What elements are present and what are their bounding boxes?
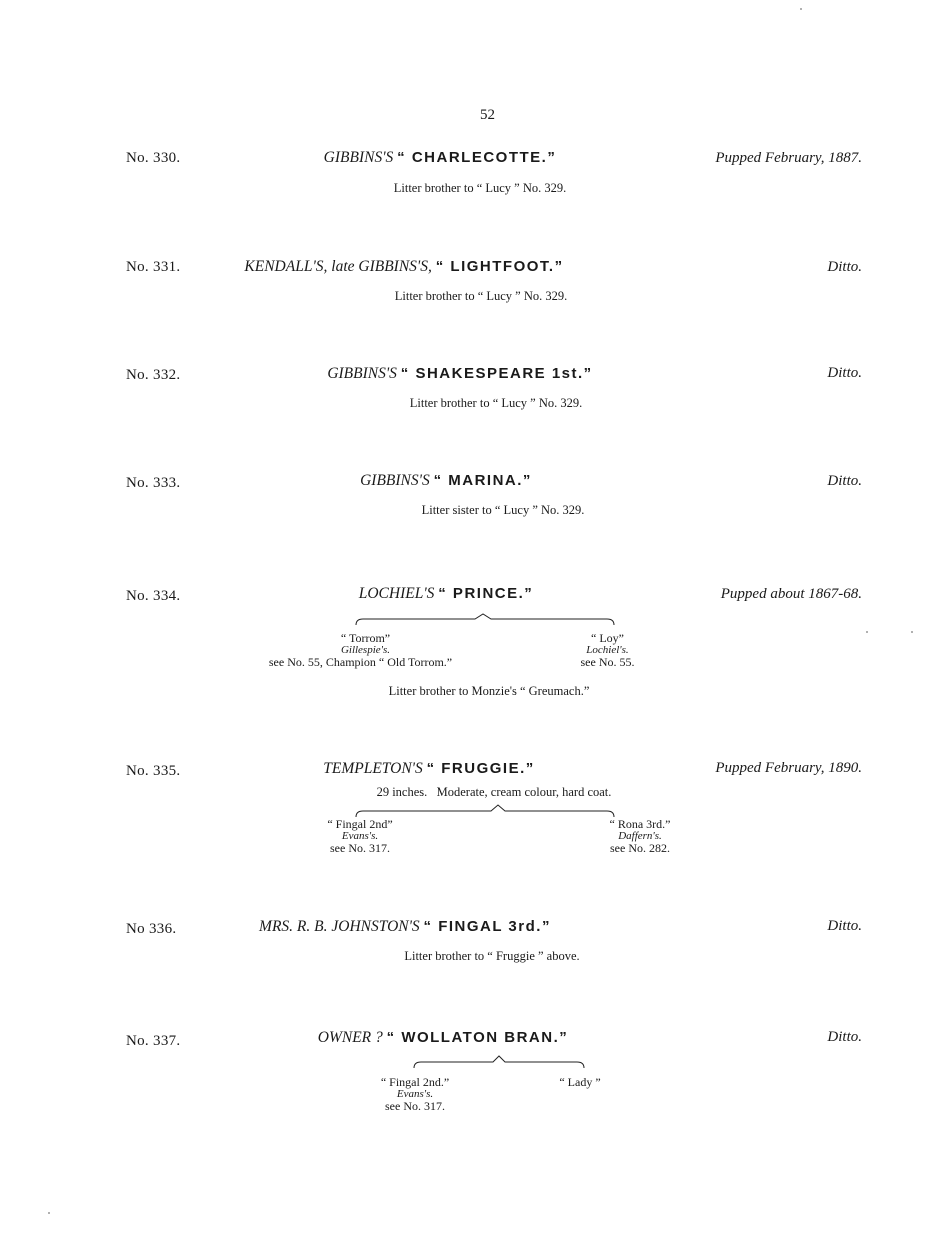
pupped-date: Pupped February, 1890.: [715, 760, 862, 776]
pedigree-dam: [590, 818, 690, 854]
pupped-date: Ditto.: [827, 259, 862, 275]
entry-title: [327, 365, 592, 383]
entry-title: [244, 258, 563, 276]
dog-name: “ PRINCE.”: [438, 585, 534, 602]
entry-title: [324, 149, 557, 167]
dam-reference: see No. 282.: [610, 841, 670, 855]
dam-name: “ Loy”: [591, 631, 624, 645]
dog-name: “ WOLLATON BRAN.”: [386, 1029, 569, 1046]
litter-note: Litter brother to “ Lucy ” No. 329.: [393, 181, 567, 195]
owner-name: KENDALL'S, late GIBBINS'S,: [244, 258, 432, 275]
pupped-date: Ditto.: [827, 918, 862, 934]
sire-name: “ Fingal 2nd”: [327, 817, 393, 831]
entry-number: No 336.: [126, 921, 177, 937]
dam-reference: see No. 55.: [580, 655, 635, 669]
sire-breeder: Evans's.: [341, 830, 379, 842]
dam-breeder: Lochiel's.: [586, 644, 629, 656]
sire-reference: see No. 55, Champion “ Old Torrom.”: [268, 655, 453, 669]
entry-number: No. 330.: [126, 150, 181, 166]
entry-title: [323, 760, 535, 778]
entry-number: No. 332.: [126, 367, 181, 383]
dog-name: “ FINGAL 3rd.”: [423, 918, 551, 935]
scan-speck: [911, 631, 913, 633]
pupped-date: Ditto.: [827, 365, 862, 381]
dam-breeder: Daffern's.: [618, 830, 662, 842]
pedigree-brace: [355, 613, 615, 633]
sire-name: “ Fingal 2nd.”: [380, 1075, 450, 1089]
entry-number: No. 335.: [126, 763, 181, 779]
dog-name: “ MARINA.”: [433, 472, 532, 489]
pedigree-dam: [545, 1076, 615, 1088]
litter-note: Litter brother to “ Fruggie ” above.: [404, 949, 580, 963]
dog-name: “ CHARLECOTTE.”: [397, 149, 557, 166]
owner-name: MRS. R. B. JOHNSTON'S: [259, 918, 420, 935]
litter-note: Litter brother to Monzie's “ Greumach.”: [388, 684, 590, 698]
entry-title: [259, 918, 551, 936]
sire-reference: see No. 317.: [385, 1099, 445, 1113]
sire-breeder: Gillespie's.: [340, 644, 391, 656]
sire-name: “ Torrom”: [340, 631, 391, 645]
scan-speck: [866, 631, 868, 633]
owner-name: GIBBINS'S: [323, 149, 394, 166]
pupped-date: Ditto.: [827, 473, 862, 489]
page-number: 52: [480, 107, 495, 123]
pedigree-sire: [248, 632, 473, 668]
entry-title: [318, 1029, 568, 1047]
entry-title: [360, 472, 532, 490]
dam-name: “ Rona 3rd.”: [609, 817, 671, 831]
pupped-date: Pupped February, 1887.: [715, 150, 862, 166]
litter-note: Litter brother to “ Lucy ” No. 329.: [409, 396, 583, 410]
entry-number: No. 333.: [126, 475, 181, 491]
entry-number: No. 334.: [126, 588, 181, 604]
sire-reference: see No. 317.: [330, 841, 390, 855]
litter-note: Litter brother to “ Lucy ” No. 329.: [394, 289, 568, 303]
entry-title: [359, 585, 534, 603]
entry-number: No. 331.: [126, 259, 181, 275]
litter-note: Litter sister to “ Lucy ” No. 329.: [421, 503, 585, 517]
pedigree-sire: [365, 1076, 465, 1112]
scan-speck: [48, 1212, 50, 1214]
pedigree-sire: [305, 818, 415, 854]
pupped-date: Ditto.: [827, 1029, 862, 1045]
owner-name: OWNER ?: [317, 1029, 383, 1046]
owner-name: LOCHIEL'S: [358, 585, 435, 602]
owner-name: GIBBINS'S: [360, 472, 430, 489]
pedigree-brace: [413, 1054, 585, 1074]
owner-name: TEMPLETON'S: [323, 760, 423, 777]
sire-breeder: Evans's.: [396, 1088, 434, 1100]
dog-name: “ FRUGGIE.”: [426, 760, 535, 777]
scan-speck: [800, 8, 802, 10]
owner-name: GIBBINS'S: [327, 365, 397, 382]
dam-name: “ Lady ”: [559, 1075, 601, 1089]
entry-number: No. 337.: [126, 1033, 181, 1049]
dog-description: 29 inches. Moderate, cream colour, hard coat.: [376, 785, 612, 799]
dog-name: “ SHAKESPEARE 1st.”: [400, 365, 593, 382]
dog-name: “ LIGHTFOOT.”: [435, 258, 564, 275]
pupped-date: Pupped about 1867-68.: [720, 586, 862, 602]
pedigree-dam: [570, 632, 645, 668]
